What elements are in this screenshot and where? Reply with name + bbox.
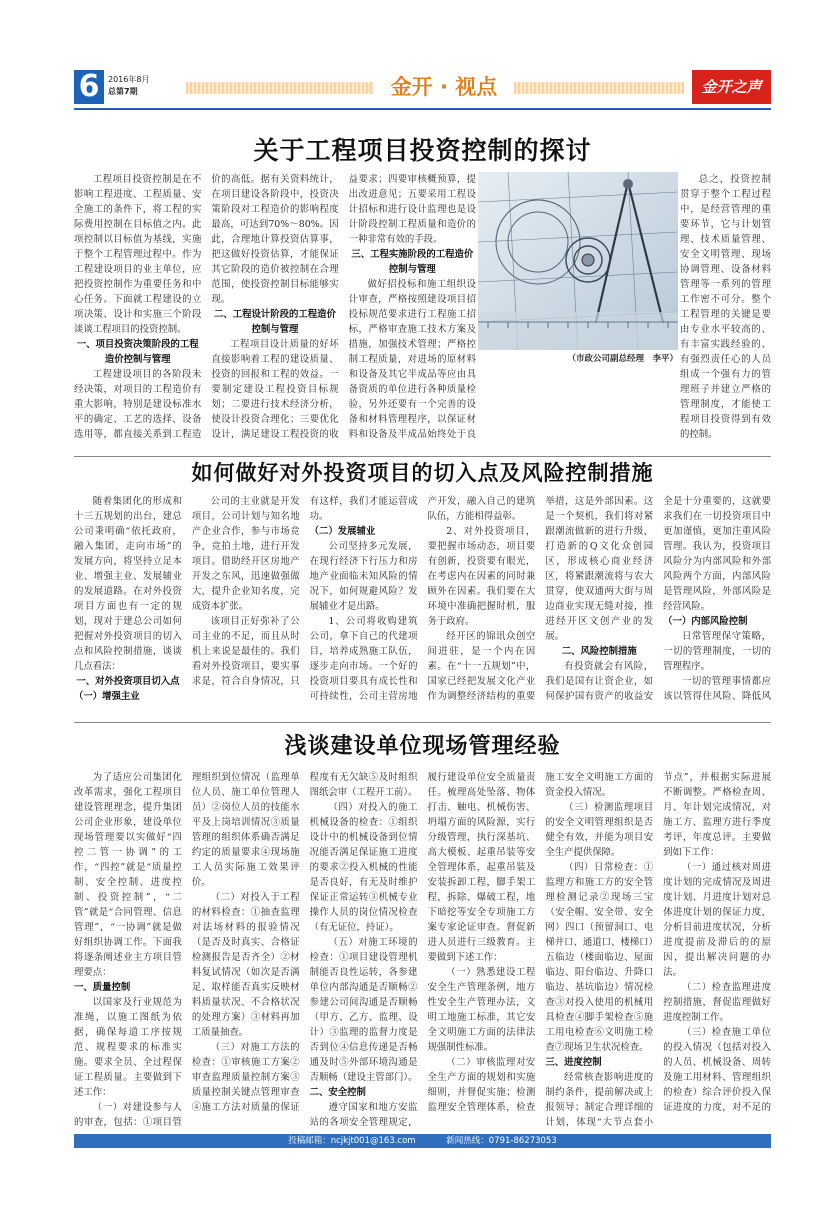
section-heading: （一）增强主业 [74,691,140,702]
paragraph: （二）检查监理进度控制措施，督促监理做好进度控制工作。 [663,982,771,1023]
section-heading: 三、工程实施阶段的工程造价控制与管理 [351,249,474,275]
paragraph: 1、公司将收购建筑公司，拿下自己的代建项目，培养成熟施工队伍，逐步走向市场。一个好的投资项目要具有成长性和可持续性，公司主营房地产开发，融入自己的建筑队伍，方能相得益彰。 [309,496,536,702]
paragraph: （二）审核监理对安全生产方面的规划和实施细则，并督促实施；检测监理安全管理体系，检查施工安全文明施工方面的资金投入情况。 [427,772,654,1113]
article1-body-upper [74,172,476,452]
paragraph: （三）检测监理项目的安全文明管理组织是否健全有效，并能为项目安全生产提供保障。 [545,802,654,858]
paragraph: 以国家及行业规范为准绳，以施工图纸为依据，确保每道工序按规范、规程要求的标准实施。要求全员、全过程保证工程质量。主要做到下述工作： [74,997,182,1098]
paragraph: 遵守国家和地方安监站的各项安全管理规定，履行建设单位安全质量责任。梳理高处坠落、物体打击、触电、机械伤害、坍塌方面的风险源，实行分级管理，执行深基坑、高大模板、起重吊装等安全管理体系，起重吊装及安装拆卸工程，脚手架工程，拆除、爆破工程，地下暗挖等安全专项施工方案专家论证审查。督促新进人员进行三级教育。主要做到下述工作： [309,772,536,1128]
byline: （市政公司副总经理 李平） [567,354,678,364]
paragraph: 做好招投标和施工组织设计审查，严格按照建设项目招投标规范要求进行工程施工招标，严格审查施工技术方案及措施，加强技术管理；严格控制工程质量，对进场的原材料和设备及其它半成品等应由具备资质的单位进行各种质量检验，另外还要有一个完善的设备和材料管理程序，以保证材料和设备及半成品始终处于良 [348,279,476,440]
article1-right-column [680,172,771,452]
paragraph: （四）对投入的施工机械设备的检查：①组织设计中的机械设备到位情况能否满足保证施工进度的要求②投入机械的性能是否良好，有无及时维护保证正常运转③机械专业操作人员的岗位情况检查（有无证位，持证）。 [309,802,418,933]
page-footer [74,1134,771,1148]
paragraph: 日常管理保守策略，一切的管理制度，一切的管理程序。 [663,631,771,672]
paragraph: 工程建设项目的各阶段未经决策，对项目的工程造价有重大影响，特别是建设标准水平的确定、工艺的选择、设备选用等，都直接关系到工程造价的高低。据有关资料统计，在项目建设各阶段中，投资决策阶段对工程造价的影响程度最高，可达到70%～80%。因此，合理地计算投资估算事，把这做好投资估算，才能保证其它阶段的造价被控制在合理范围，使投资控制目标能够实现。 [74,174,339,440]
article1-lower-column [478,352,678,452]
paragraph: 工程项目投资控制是在不影响工程进度、工程质量、安全施工的条件下，将工程的实际费用控制在目标值之内。此项控制以目标值为基线，实施于整个工程管理过程中。作为工程建设项目的业主单位，应把投资控制作为重要任务和中心任务。下面就工程建设的立项决策、设计和实施三个阶段谈谈工程项目的投资控制。 [74,174,202,335]
paragraph: 2、对外投资项目，要把握市场动态，项目要有创新，投资要有眼光，在考虑内在因素的同时兼顾外在因素。我们要在大环境中准确把握时机，服务于政府。 [427,526,536,627]
paragraph: 为了适应公司集团化改革需求，强化工程项目建设管理理念，提升集团公司企业形象，建设单位现场管理要以实做好“四控二管一协调”的工作，“四控”就是“质量控制、安全控制、进度控制、投资控制”，“二管”就是“合同管理、信息管理”，“一协调”就是做好组织协调工作。下面我将逐条阐述业主方项目管理要点： [74,772,182,978]
paragraph: 工程项目设计质量的好坏直接影响着工程的建设质量、投资的回报和工程的效益。一要制定建设工程投资目标规划；二要进行技术经济分析，使设计投资合理化；三要优化设计，满足建设工程投资的收益要求；四要审核概预算，提出改进意见；五要采用工程设计招标和进行设计监理也是设计阶段控制工程质量和造价的一种非常有效的手段。 [211,174,476,440]
section-heading: （二）发展辅业 [309,526,376,537]
paragraph: 公司坚持多元发展，在现行经济下行压力和房地产业面临未知风险的情况下，如何规避风险？发展辅业才是出路。 [309,541,418,612]
paragraph: （五）对施工环境的检查：①项目建设管理机制能否良性运转，各参建单位内部沟通是否顺畅②参建公司间沟通是否顺畅（甲方、乙方、监理、设计）③监理的监督力度是否到位④信息传递是否畅通及时⑤外部环境沟通是否顺畅（建设主管部门）。 [309,937,418,1083]
section-heading: 二、安全控制 [309,1087,366,1098]
section-heading: 一、项目投资决策阶段的工程造价控制与管理 [76,339,199,365]
section-title: 金开 · 视点 [374,70,514,104]
paragraph: （一）对建设参与人的审查，包括：①项目管理组织到位情况（监理单位人员、施工单位管理人员）②岗位人员的技能水平及上岗培训情况③质量管理的组织体系确否满足约定的质量要求④现场施工人员实际施工效果评价。 [74,772,300,1128]
article3-columns [74,770,771,1130]
divider-2 [74,722,771,723]
section-heading: 二、工程设计阶段的工程造价控制与管理 [214,309,336,335]
paragraph: 公司的主业就是开发项目，公司计划与知名地产企业合作，参与市场竞争，竞拍土地，进行开发项目。借助经开区房地产开发之东风，迅速做强做大，提升企业知名度，完成资本扩张。 [191,496,300,612]
issue-date: 2016年8月 [108,75,150,84]
article3-body [74,770,771,1130]
paragraph: （一）通过核对周进度计划的完成情况及周进度计划、月进度计划对总体进度计划的保证力度，分析目前进度状况，分析进度提前及滞后的的原因，提出解决问题的办法。 [663,862,771,978]
article1-title: 关于工程项目投资控制的探讨 [253,136,592,165]
paragraph: 一切的管理事情都应该以管得住风险、降低风 [663,676,771,702]
paragraph: （一）熟悉建设工程安全生产管理条例，地方性安全生产管理办法，文明工地施工标准，其它安全文明施工方面的法律法规强制性标准。 [427,967,536,1053]
divider-1 [74,456,771,457]
page-number: 6 [74,70,104,104]
section-heading: 二、风险控制措施 [561,646,637,657]
paragraph: 总之，投资控制贯穿于整个工程过程中，是经营管理的重要环节，它与计划管理、技术质量管理、安全文明管理、现场协调管理、设备材料管理等一系列的管理工作密不可分。整个工程管理的关键是要由专业水平较高的、有丰富实践经验的、有强烈责任心的人员组成一个强有力的管理班子并建立严格的管理制度，才能使工程项目投资得到有效的控制。 [680,174,771,440]
paragraph: 该项目正好弥补了公司主业的不足，而且从时机上来说是最佳的。我们看对外投资项目，要实事求是，符合自身情况，只有这样，我们才能运营成功。 [191,496,418,687]
brand-logo: 金开之声 [692,70,771,104]
article2-title: 如何做好对外投资项目的切入点及风险控制措施 [191,461,654,485]
page-header [74,70,771,106]
article2-body [74,494,771,718]
header-rule [74,108,771,110]
paragraph: 经常核查影响进度的制约条件，提前解决或上报领导；制定合理详细的计划，体现“大节点套小节点”，并根据实际进展不断调整。严格检查周、月、年计划完成情况，对施工方、监理方进行季度考评，年度总评。主要做到如下工作： [545,772,771,1128]
section-heading: 一、质量控制 [74,982,131,993]
engineering-drawing-photo [478,172,678,350]
paragraph: （三）对施工方法的检查：①审核施工方案②审查监理质量控制方案③质量控制关键点管理审查④施工方法对质量的保证程度有无欠缺⑤及时组织图纸会审（工程开工前）。 [191,772,418,1113]
article2-columns [74,494,771,718]
article1-body-lower [478,352,678,452]
section-heading: 三、进度控制 [545,1057,602,1068]
issue-info [108,74,149,98]
paragraph: （四）日常检查：①监理方和施工方的安全管理检测记录②现场三宝（安全帽、安全带、安全网）四口（预留洞口、电梯井口、通道口、楼梯口）五临边（楼面临边、屋面临边、阳台临边、升降口临边、基坑临边）情况检查③对投入使用的机械用具检查④脚手架检查⑤施工用电检查⑥文明施工检查⑦现场卫生状况检查。 [545,862,654,1053]
drawing-tools-illustration [478,172,678,350]
section-heading: （一）内部风险控制 [663,616,748,627]
paragraph: 经开区的锦讯众创空间进驻，是一个内在因素。在“十一五规划”中，国家已经把发展文化产业作为调整经济结构的重要举措，这是外部因素。这是一个契机，我们将对紧跟潮流做新的进行升级，打造新的Q文化众创园区，形成核心商业经济区，将紧跟潮流将与农大贯穿，使双通两大街与周边商业实现无缝对接，推进经开区文创产业的发展。 [427,496,654,702]
paragraph: （三）检查施工单位的投入情况（包括对投入的人员、机械设备、周转及施工用材料、管理组织的检查）综合评价投入保证进度的力度，对不足的 [663,1027,771,1113]
footer-phone: 新闻热线：0791-86273053 [446,1136,557,1146]
section-heading: 一、对外投资项目切入点 [76,676,180,687]
article1-body-right [680,172,771,452]
paragraph: （二）对投入于工程的材料检查：①抽查监理对法场材料的报验情况（是否及时真实、合格证检测报告是否齐全）②材料复试情况（如次是否满足、取样能否真实反映材料质量状况、不合格状况的处理方案）③材料再加工质量抽查。 [191,892,300,1038]
article1-columns [74,172,476,452]
issue-number: 总第7期 [108,87,138,96]
paragraph: 有投资就会有风险，我们是国有让资企业，如何保护国有资产的收益安全是十分重要的，这就要求我们在一切投资项目中更加谨慎，更加注重风险管理。我认为，投资项目风险分为内部风险和外部风险两个方面，内部风险是管理风险，外部风险是经营风险。 [545,496,771,702]
paragraph: 随着集团化的形成和十三五规划的出台，建总公司秉明确“依托政府，融入集团，走向市场”的发展方向，将坚持立足本业、增强主业、发展辅业的发展道路。在对外投资项目方面也有一定的规划，现对于建总公司如何把握对外投资项目的切入点和风险控制措施，谈谈几点看法： [74,496,182,672]
footer-email: 投稿邮箱：ncjkjt001@163.com [288,1136,416,1146]
article3-title: 浅谈建设单位现场管理经验 [284,734,561,759]
